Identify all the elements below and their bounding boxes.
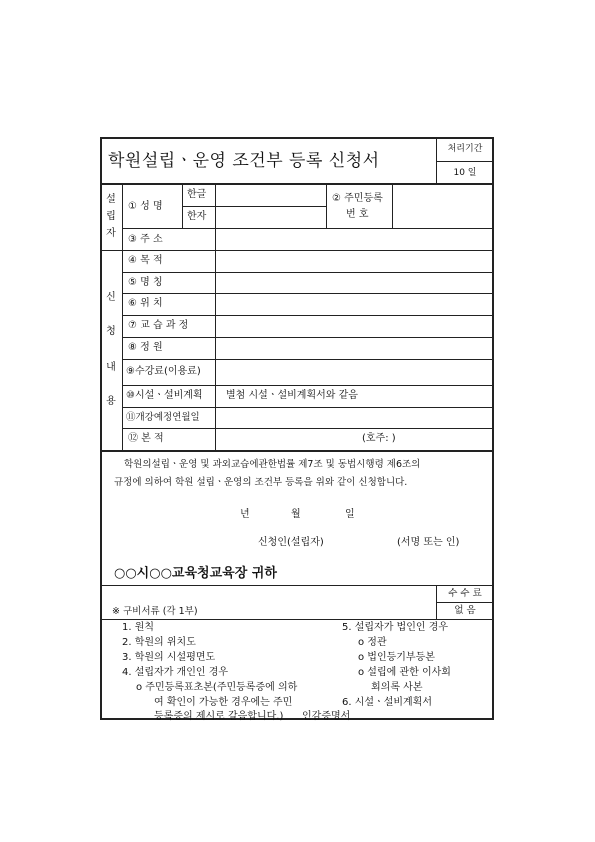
date-month-label: 월 [291,509,301,520]
list-item: 인감증명서 [302,711,351,722]
rrn-label-left [326,184,327,228]
processing-divider [436,161,493,162]
list-item: o 주민등록표초본(주민등록증에 의하 [136,682,298,693]
addressee-bottom [100,585,436,586]
fee-label: 수 수 료 [448,588,482,599]
frame-left [100,137,102,720]
hanja-label: 한자 [187,211,207,222]
list-item: 등록증의 제시로 갈음합니다.) [154,711,284,722]
list-item: 6. 시설ㆍ설비계획서 [342,697,432,708]
capacity-label: ⑧ 정 원 [128,342,163,353]
name-address-divider [122,228,493,229]
rrn-label-right [392,184,393,228]
list-item: 2. 학원의 위치도 [122,637,196,648]
course-label: ⑦ 교 습 과 정 [128,320,189,331]
statement-line-1: 학원의설립ㆍ운영 및 과외교습에관한법률 제7조 및 동법시행령 제6조의 [124,459,421,470]
purpose-label: ④ 목 적 [128,255,163,266]
applicant-signature-label: 신청인(설립자) [258,537,324,548]
frame-top [100,137,494,139]
content-label-divider [215,250,216,450]
name-label: ① 성 명 [128,201,163,212]
list-item: 4. 설립자가 개인인 경우 [122,667,229,678]
domicile-label: ⑫ 본 적 [128,433,164,444]
fee-top [436,585,493,586]
title-divider [436,137,437,183]
opening-date-label: ⑪개강예정연월일 [126,412,200,423]
section-char: 용 [106,396,116,407]
form-title: 학원설립ㆍ운영 조건부 등록 신청서 [108,151,380,171]
row-line [122,337,493,338]
fee-value: 없 음 [454,605,476,616]
hangul-col-divider [215,184,216,250]
facility-plan-label: ⑩시설ㆍ설비계획 [126,390,203,401]
location-label: ⑥ 위 치 [128,298,163,309]
statement-line-2: 규정에 의하여 학원 설립ㆍ운영의 조건부 등록을 위와 같이 신청합니다. [114,477,408,488]
row-line [122,272,493,273]
title-bottom [100,183,493,185]
list-item: 3. 학원의 시설평면도 [122,652,216,663]
row-line [122,293,493,294]
section-char: 청 [106,326,116,337]
list-item: 여 확인이 가능한 경우에는 주민 [154,697,293,708]
row-line [122,359,493,360]
content-bottom [100,450,493,452]
list-item: 5. 설립자가 법인인 경우 [342,622,449,633]
addressee: ○○시○○교육청교육장 귀하 [114,566,277,581]
applicant-bottom [100,250,493,251]
date-year-label: 년 [240,509,250,520]
row-line [122,428,493,429]
section-char: 설 [106,194,116,205]
signature-instruction: (서명 또는 인) [397,537,460,548]
rrn-label: ② 주민등록 [332,193,383,204]
list-item: 회의록 사본 [371,682,423,693]
list-item: o 법인등기부등본 [358,652,435,663]
list-item: o 설립에 관한 이사회 [358,667,451,678]
fee-bottom [100,619,493,620]
list-item: o 정관 [358,637,387,648]
fee-middle [436,602,493,603]
facility-plan-field[interactable]: 별첨 시설ㆍ설비계획서와 같음 [226,390,358,401]
required-documents-header: ※ 구비서류 (각 1부) [112,606,198,617]
address-label: ③ 주 소 [128,234,163,245]
section-char: 내 [106,362,116,373]
processing-period-label: 처리기간 [447,144,483,154]
row-line [122,385,493,386]
rrn-label-suffix: 번 호 [346,209,369,220]
row-line [122,407,493,408]
name-of-academy-label: ⑤ 명 칭 [128,277,163,288]
hangul-label: 한글 [187,189,207,200]
section-char: 자 [106,228,116,239]
domicile-field[interactable]: (호주: ) [362,433,396,444]
hangul-hanja-divider [182,206,326,207]
section-char: 신 [106,292,116,303]
processing-period-value: 10 일 [453,168,477,178]
section-char: 립 [106,211,116,222]
content-section-divider [122,250,123,450]
date-day-label: 일 [345,509,355,520]
tuition-label: ⑨수강료(이용료) [126,366,201,377]
applicant-section-divider [122,184,123,250]
row-line [122,315,493,316]
list-item: 1. 원칙 [122,622,155,633]
